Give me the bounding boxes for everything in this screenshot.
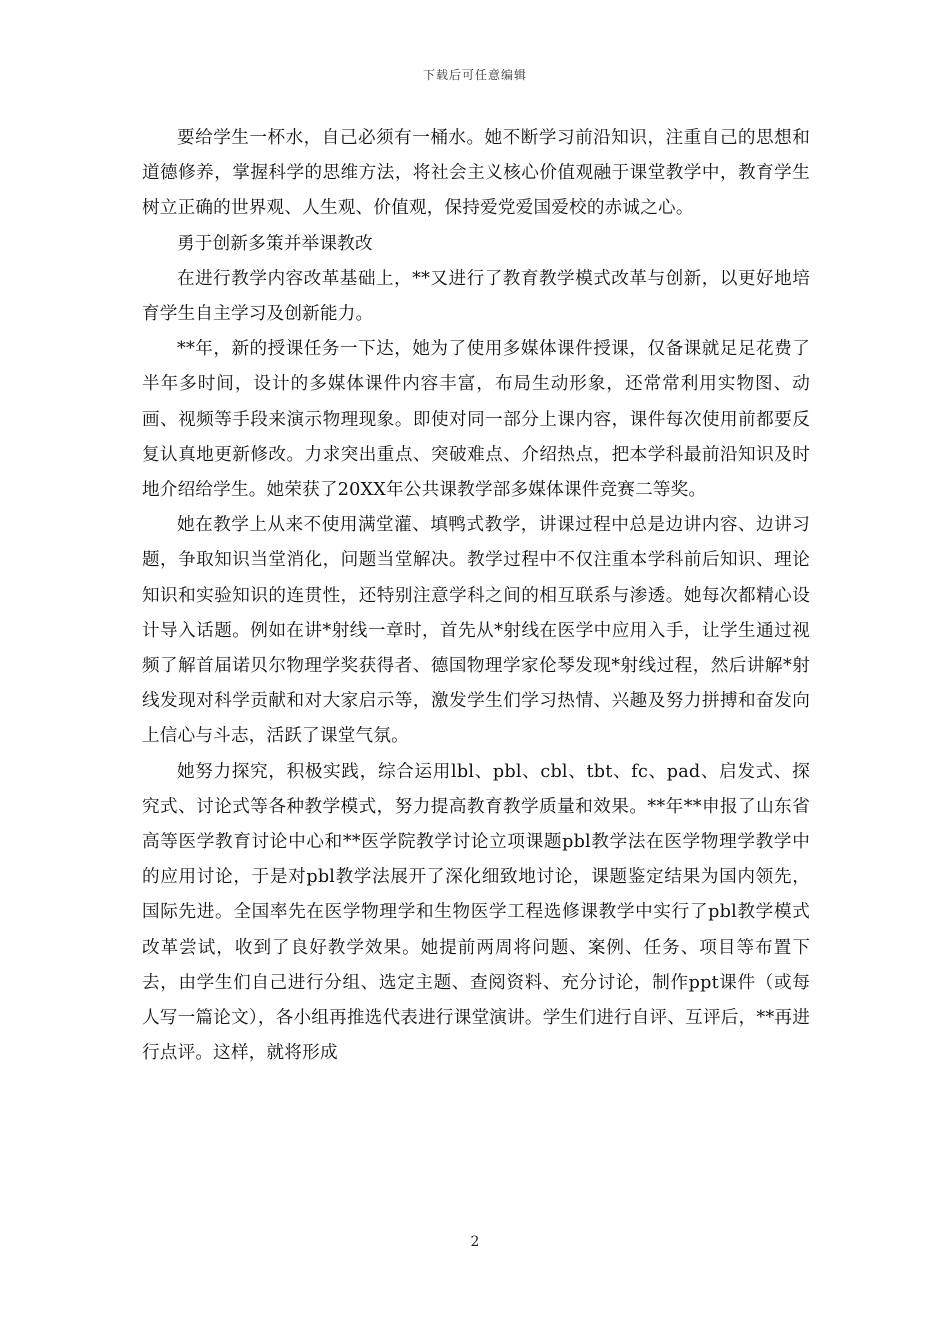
paragraph-2: 在进行教学内容改革基础上，**又进行了教育教学模式改革与创新，以更好地培育学生自主学习及创新能力。 (142, 268, 810, 325)
paragraph-1: 要给学生一杯水，自己必须有一桶水。她不断学习前沿知识，注重自己的思想和道德修养，掌握科学的思维方法，将社会主义核心价值观融于课堂教学中，教育学生树立正确的世界观、人生观、价值观，保持爱党爱国爱校的赤诚之心。 (142, 128, 810, 219)
paragraph-3: **年，新的授课任务一下达，她为了使用多媒体课件授课，仅备课就足足花费了半年多时间，设计的多媒体课件内容丰富，布局生动形象，还常常利用实物图、动画、视频等手段来演示物理现象。即使对同一部分上课内容，课件每次使用前都要反复认真地更新修改。力求突出重点、突破难点、介绍热点，把本学科最前沿知识及时地介绍给学生。她荣获了20XX年公共课教学部多媒体课件竞赛二等奖。 (142, 339, 810, 501)
page-number: 2 (470, 1234, 480, 1250)
paragraph-4: 她在教学上从来不使用满堂灌、填鸭式教学，讲课过程中总是边讲内容、边讲习题，争取知识当堂消化，问题当堂解决。教学过程中不仅注重本学科前后知识、理论知识和实验知识的连贯性，还特别注意学科之间的相互联系与渗透。她每次都精心设计导入话题。例如在讲*射线一章时，首先从*射线在医学中应用入手，让学生通过视频了解首届诺贝尔物理学奖获得者、德国物理学家伦琴发现*射线过程，然后讲解*射线发现对科学贡献和对大家启示等，激发学生们学习热情、兴趣及努力拼搏和奋发向上信心与斗志，活跃了课堂气氛。 (142, 515, 810, 747)
document-body (142, 121, 810, 1071)
page-header: 下载后可任意编辑 (422, 68, 527, 82)
section-heading: 勇于创新多策并举课教改 (177, 233, 373, 254)
paragraph-5: 她努力探究，积极实践，综合运用lbl、pbl、cbl、tbt、fc、pad、启发式、探究式、讨论式等各种教学模式，努力提高教育教学质量和效果。**年**申报了山东省高等医学教育讨论中心和**医学院教学讨论立项课题pbl教学法在医学物理学教学中的应用讨论，于是对pbl教学法展开了深化细致地讨论，课题鉴定结果为国内领先，国际先进。全国率先在医学物理学和生物医学工程选修课教学中实行了pbl教学模式改革尝试，收到了良好教学效果。她提前两周将问题、案例、任务、项目等布置下去，由学生们自己进行分组、选定主题、查阅资料、充分讨论，制作ppt课件（或每人写一篇论文），各小组再推选代表进行课堂演讲。学生们进行自评、互评后，**再进行点评。这样，就将形成 (142, 761, 810, 1064)
